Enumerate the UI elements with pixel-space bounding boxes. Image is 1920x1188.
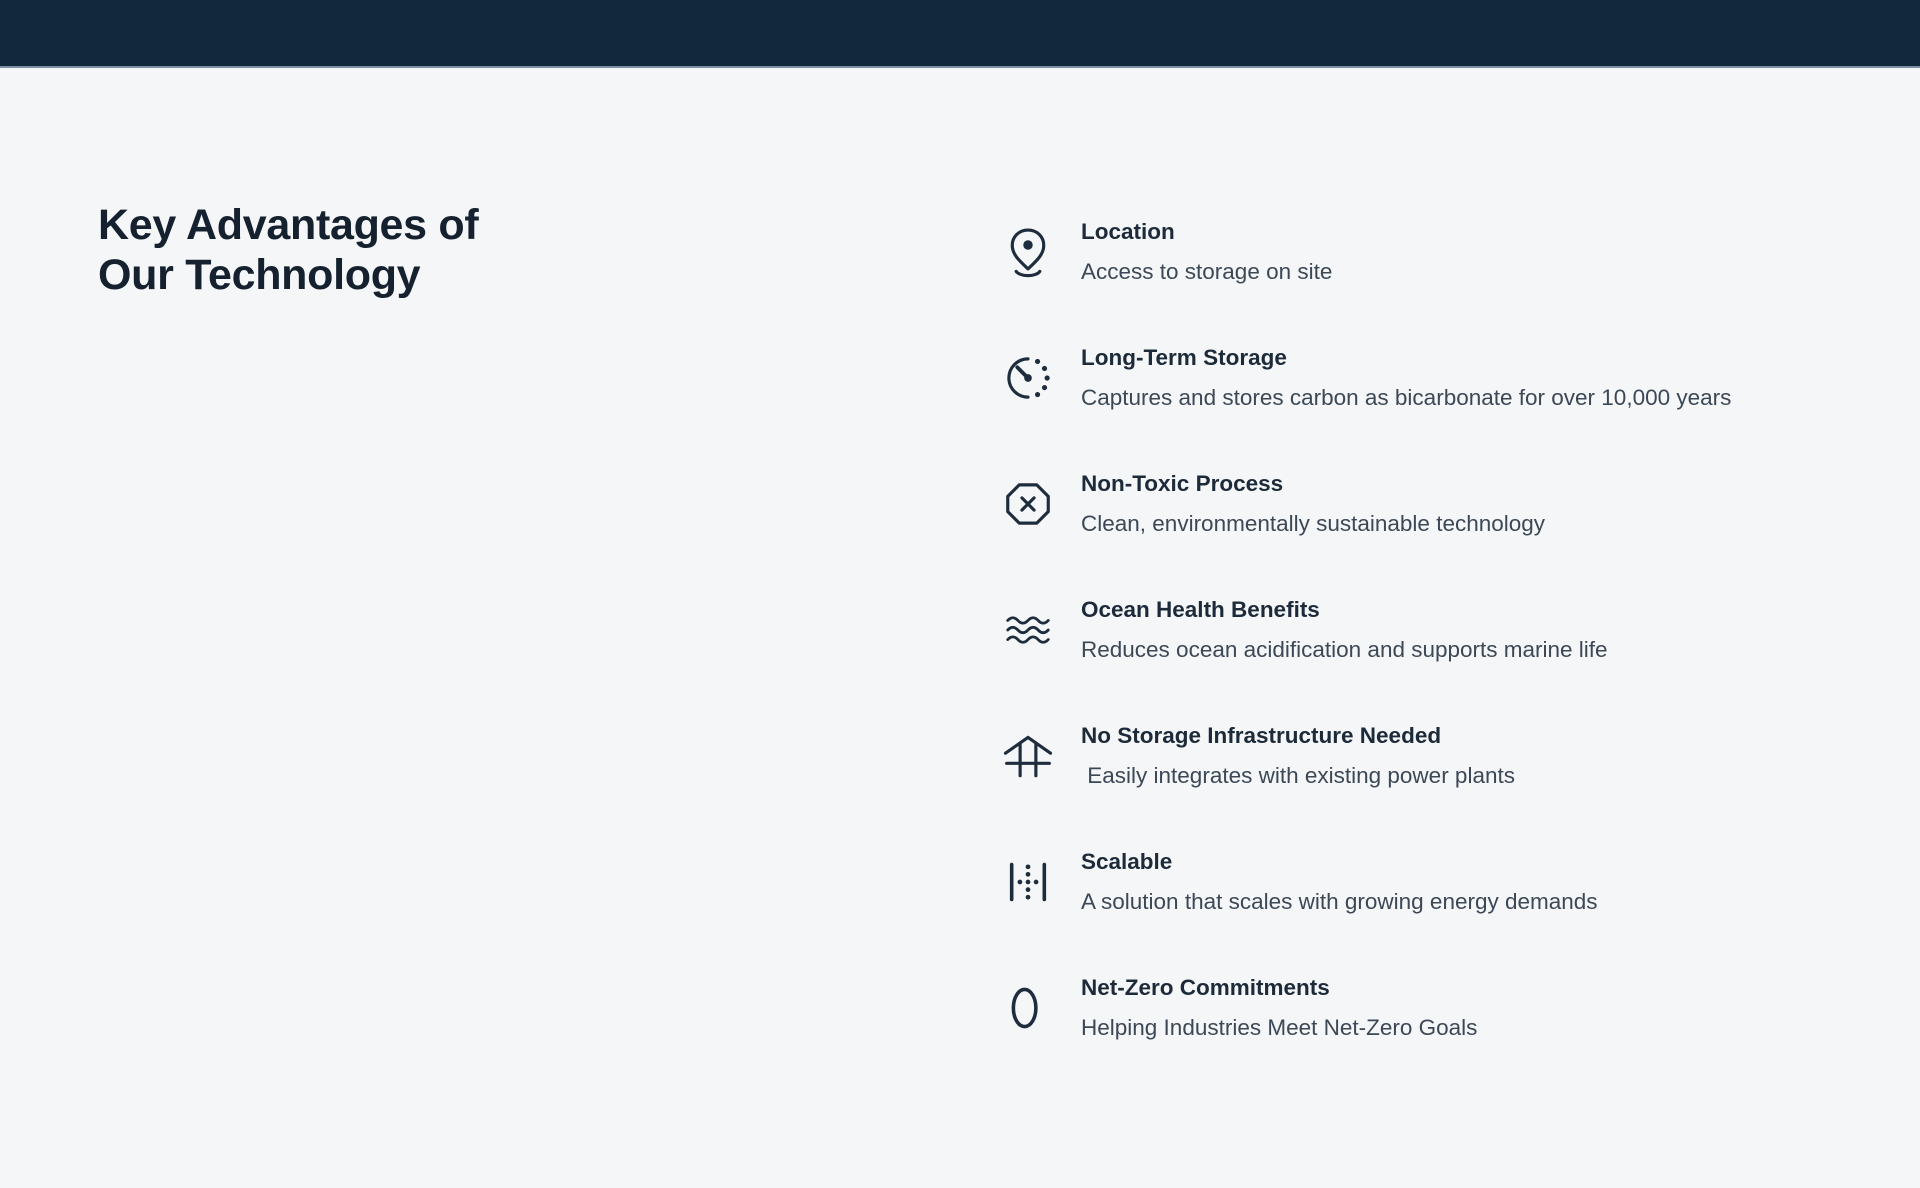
page-title	[98, 201, 478, 301]
advantage-description: Captures and stores carbon as bicarbonate for over 10,000 years	[1081, 384, 1732, 410]
advantage-item-ocean-health	[1000, 592, 1731, 668]
advantage-text	[1081, 218, 1332, 287]
octagon-x-icon	[1000, 471, 1056, 537]
timer-gauge-icon	[1000, 345, 1056, 411]
advantage-item-location	[1000, 214, 1731, 290]
advantage-title: Scalable	[1081, 848, 1173, 874]
ocean-waves-icon	[1000, 597, 1056, 663]
advantage-description: Clean, environmentally sustainable technology	[1081, 510, 1546, 536]
advantage-description: Reduces ocean acidification and supports marine life	[1081, 636, 1608, 662]
advantage-description: A solution that scales with growing energy demands	[1081, 888, 1598, 914]
advantage-item-long-term-storage	[1000, 340, 1731, 416]
advantage-title: Location	[1081, 218, 1175, 244]
scale-handle-icon	[1000, 849, 1056, 915]
advantage-item-no-infrastructure	[1000, 718, 1731, 794]
advantage-description: Helping Industries Meet Net-Zero Goals	[1081, 1014, 1478, 1040]
advantage-item-scalable	[1000, 844, 1731, 920]
header-bar	[0, 0, 1920, 68]
advantage-text	[1081, 722, 1515, 791]
advantage-text	[1081, 974, 1477, 1043]
bridge-icon	[1000, 723, 1056, 789]
advantage-title: No Storage Infrastructure Needed	[1081, 722, 1442, 748]
advantage-list	[1000, 214, 1731, 1096]
advantage-text	[1081, 848, 1598, 917]
page-title-line2: Our Technology	[98, 250, 421, 299]
advantage-description: Access to storage on site	[1081, 258, 1333, 284]
advantage-item-net-zero	[1000, 970, 1731, 1046]
advantage-title: Long-Term Storage	[1081, 344, 1287, 370]
advantage-title: Ocean Health Benefits	[1081, 596, 1320, 622]
advantage-title: Net-Zero Commitments	[1081, 974, 1330, 1000]
advantage-description: Easily integrates with existing power plants	[1081, 762, 1515, 788]
page-title-line1: Key Advantages of	[98, 201, 479, 249]
advantage-text	[1081, 470, 1545, 539]
location-pin-icon	[1000, 219, 1056, 285]
advantage-text	[1081, 344, 1731, 413]
advantage-text	[1081, 596, 1608, 665]
zero-icon	[1000, 975, 1056, 1041]
advantage-item-non-toxic	[1000, 466, 1731, 542]
advantage-title: Non-Toxic Process	[1081, 470, 1284, 496]
